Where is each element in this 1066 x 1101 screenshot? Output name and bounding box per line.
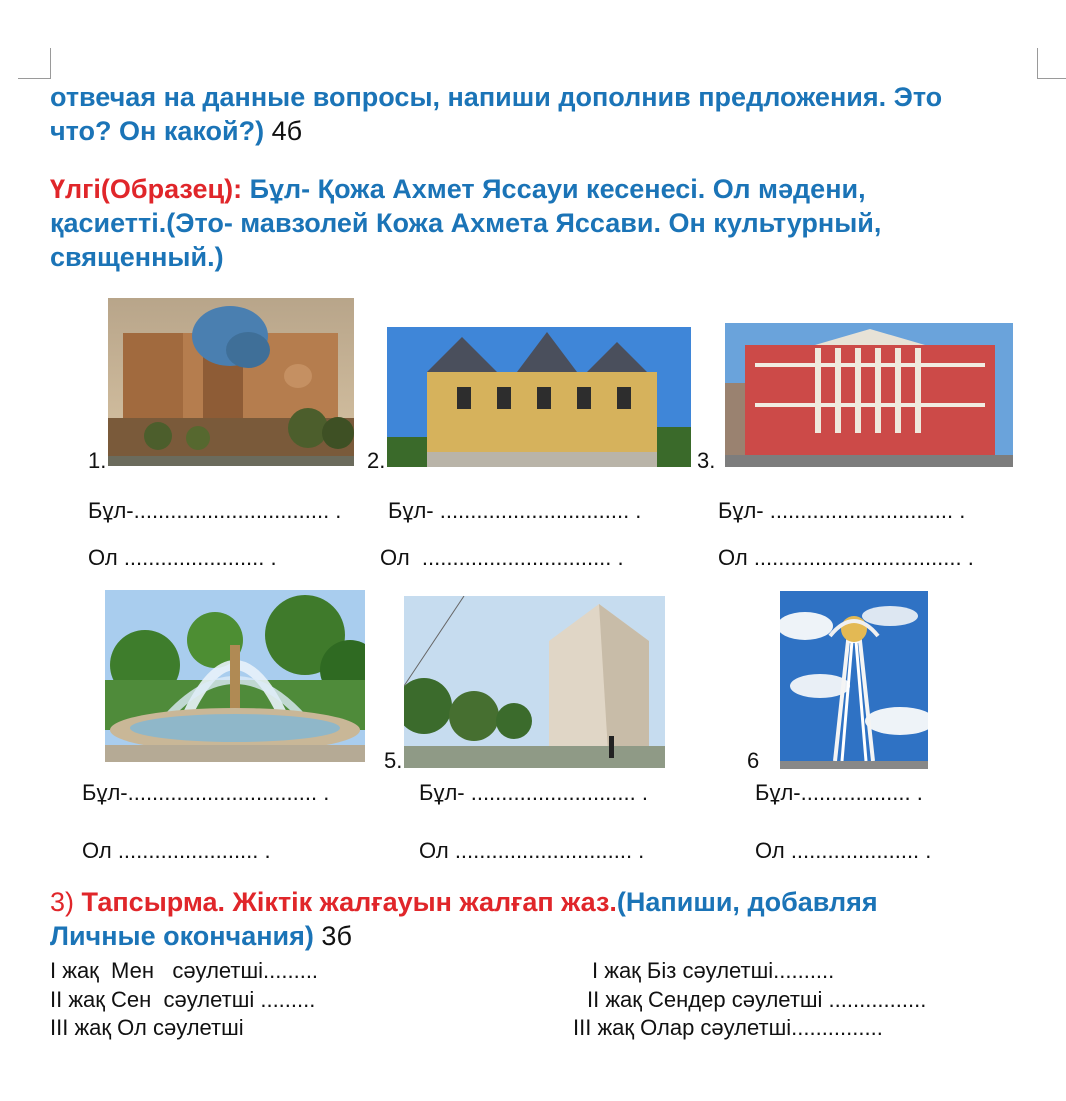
intro-question: что? Он какой?) xyxy=(50,116,265,146)
conj-right-2: II жақ Сендер сәулетші ................ xyxy=(587,987,927,1012)
task3-line-2 xyxy=(50,919,1030,953)
crop-mark-left xyxy=(18,48,51,79)
task3-translation-2: Личные окончания) xyxy=(50,921,314,951)
fountain-photo xyxy=(105,590,365,762)
conj-left-1: I жақ Мен сәулетші......... xyxy=(50,958,319,983)
baiterek-tower-photo xyxy=(780,591,928,769)
sample-line-1 xyxy=(50,172,1030,206)
intro-line-1: отвечая на данные вопросы, напиши дополнив предложения. Это xyxy=(50,82,943,112)
task3-heading xyxy=(50,885,1030,953)
sample-text-1: Бұл- Қожа Ахмет Яссауи кесенесі. Ол мәдени, xyxy=(249,174,866,204)
red-building-photo xyxy=(725,323,1013,467)
picture-5-ol-line: Ол ............................. . xyxy=(419,838,645,863)
picture-3-ol-line: Ол .................................. . xyxy=(718,545,974,570)
picture-6-bul-line: Бұл-.................. . xyxy=(755,780,923,805)
picture-number-6: 6 xyxy=(747,748,760,773)
picture-3-bul-line: Бұл- .............................. . xyxy=(718,498,966,523)
task3-title: Тапсырма. Жіктік жалғауын жалғап жаз. xyxy=(81,887,617,917)
picture-1-ol-line: Ол ....................... . xyxy=(88,545,277,570)
sample-line-3: священный.) xyxy=(50,242,224,272)
picture-number-5: 5. xyxy=(384,748,403,773)
task3-number: 3) xyxy=(50,887,75,917)
conj-right-1: I жақ Біз сәулетші.......... xyxy=(592,958,835,983)
intro-line-2 xyxy=(50,114,1030,148)
conj-left-3: III жақ Ол сәулетші xyxy=(50,1015,244,1040)
picture-2-ol-line: Ол ............................... . xyxy=(380,545,624,570)
picture-1-bul-line: Бұл-................................ . xyxy=(88,498,342,523)
sample-line-2: қасиетті.(Это- мавзолей Кожа Ахмета Яссави. Он культурный, xyxy=(50,208,882,238)
task3-points: 3б xyxy=(321,921,352,951)
mausoleum-photo xyxy=(108,298,354,466)
intro-points: 4б xyxy=(271,116,303,146)
palace-photo xyxy=(387,327,691,467)
sample-paragraph xyxy=(50,172,1030,274)
crop-mark-right xyxy=(1037,48,1066,79)
picture-6-ol-line: Ол ..................... . xyxy=(755,838,932,863)
picture-number-3: 3. xyxy=(697,448,716,473)
picture-2-bul-line: Бұл- ............................... . xyxy=(388,498,642,523)
picture-number-1: 1. xyxy=(88,448,107,473)
picture-number-2: 2. xyxy=(367,448,386,473)
conj-right-3: III жақ Олар сәулетші............... xyxy=(573,1015,883,1040)
task3-line-1 xyxy=(50,885,1030,919)
tower-mausoleum-photo xyxy=(404,596,665,768)
task3-translation-1: (Напиши, добавляя xyxy=(616,887,878,917)
picture-4-bul-line: Бұл-............................... . xyxy=(82,780,330,805)
intro-paragraph xyxy=(50,80,1030,148)
picture-5-bul-line: Бұл- ........................... . xyxy=(419,780,648,805)
conj-left-2: II жақ Сен сәулетші ......... xyxy=(50,987,316,1012)
picture-4-ol-line: Ол ....................... . xyxy=(82,838,271,863)
sample-label: Үлгі(Образец): xyxy=(50,174,243,204)
